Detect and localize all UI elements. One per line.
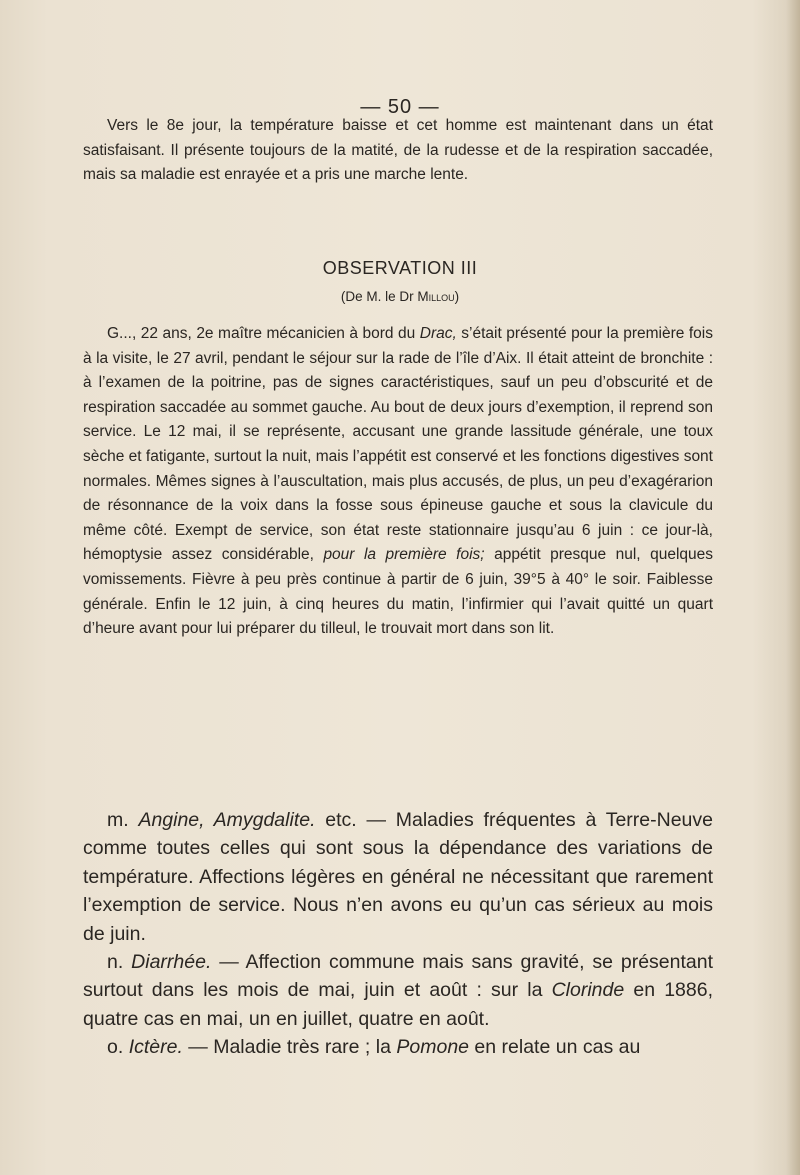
observation-source-prefix: (De M. le Dr: [340, 289, 418, 304]
page-edge-shadow: [786, 0, 800, 1175]
intro-paragraph: Vers le 8e jour, la température baisse et cet homme est maintenant dans un état satisfaisant. Il présente toujours de la matité, de la rudesse et de la respiration saccadée, mais sa maladie est enrayée et a pris une marche lente.: [83, 117, 713, 184]
section-o-title: Ictère.: [128, 1036, 183, 1059]
observation-title: OBSERVATION III: [322, 258, 478, 278]
ship-name-drac: Drac,: [419, 325, 457, 342]
section-m-text: etc. — Maladies fréquentes à Terre-Neuve comme toutes celles qui sont sous la dépendance des variations de température. Affections légères en général ne nécessitant que rarement l’exemption de service. Nous n’en avons eu qu’un cas sérieux au mois de juin.: [83, 809, 713, 945]
section-m-letter: m.: [107, 809, 129, 831]
section-o-letter: o.: [107, 1036, 124, 1059]
observation-body: [83, 322, 713, 642]
observation-body-part2: s’était présenté pour la première fois à la visite, le 27 avril, pendant le séjour sur la rade de l’île d’Aix. Il était atteint de bronchite : à l’examen de la poitrine, pas de signes caractéristiques, sauf un peu d’obscurité et de respiration saccadée au sommet gauche. Au bout de deux jours d’exemption, il reprend son service. Le 12 mai, il se représente, accusant une grande lassitude générale, une toux sèche et fatigante, surtout la nuit, mais l’appétit est conservé et les fonctions digestives sont normales. Mêmes signes à l’auscultation, mais plus accusés, de plus, un peu d’exagérarion de résonnance de la voix dans la fosse sous épineuse gauche et sous la clavicule du même côté. Exempt de service, son état reste stationnaire jusqu’au 6 juin : ce jour-là, hémoptysie assez considérable,: [83, 325, 713, 564]
page-number: — 50 —: [360, 96, 440, 118]
section-n-letter: n.: [107, 951, 124, 974]
section-o: [83, 1033, 713, 1061]
observation-source-name: Millou: [417, 289, 455, 304]
section-n-title: Diarrhée.: [131, 951, 212, 974]
section-m-title: Angine, Amygdalite.: [138, 809, 316, 831]
observation-source-suffix: ): [454, 289, 460, 304]
ship-name-clorinde: Clorinde: [551, 979, 625, 1002]
observation-source: [0, 289, 800, 304]
sections-block: [83, 806, 713, 1062]
section-n-text2: en 1886, quatre cas en mai, un en juillet, quatre en août.: [83, 979, 713, 1030]
observation-body-part3: appétit presque nul, quelques vomissements. Fièvre à peu près continue à partir de 6 juin, 39°5 à 40° le soir. Faiblesse générale. Enfin le 12 juin, à cinq heures du matin, l’infirmier qui l’avait quitté un quart d’heure avant pour lui préparer du tilleul, le trouvait mort dans son lit.: [83, 546, 714, 638]
observation-body-italic: pour la première fois;: [323, 546, 485, 564]
section-o-text1: — Maladie très rare ; la: [182, 1036, 397, 1059]
observation-body-block: [83, 322, 713, 642]
section-n-text1: — Affection commune mais sans gravité, se présentant surtout dans les mois de mai, juin et août : sur la: [83, 951, 713, 1002]
section-o-text2: en relate un cas au: [469, 1036, 641, 1059]
ship-name-pomone: Pomone: [396, 1036, 470, 1059]
section-m: [83, 806, 713, 948]
section-n: [83, 948, 713, 1033]
observation-body-part1: G..., 22 ans, 2e maître mécanicien à bord du: [107, 325, 420, 342]
intro-paragraph-block: [83, 114, 713, 188]
